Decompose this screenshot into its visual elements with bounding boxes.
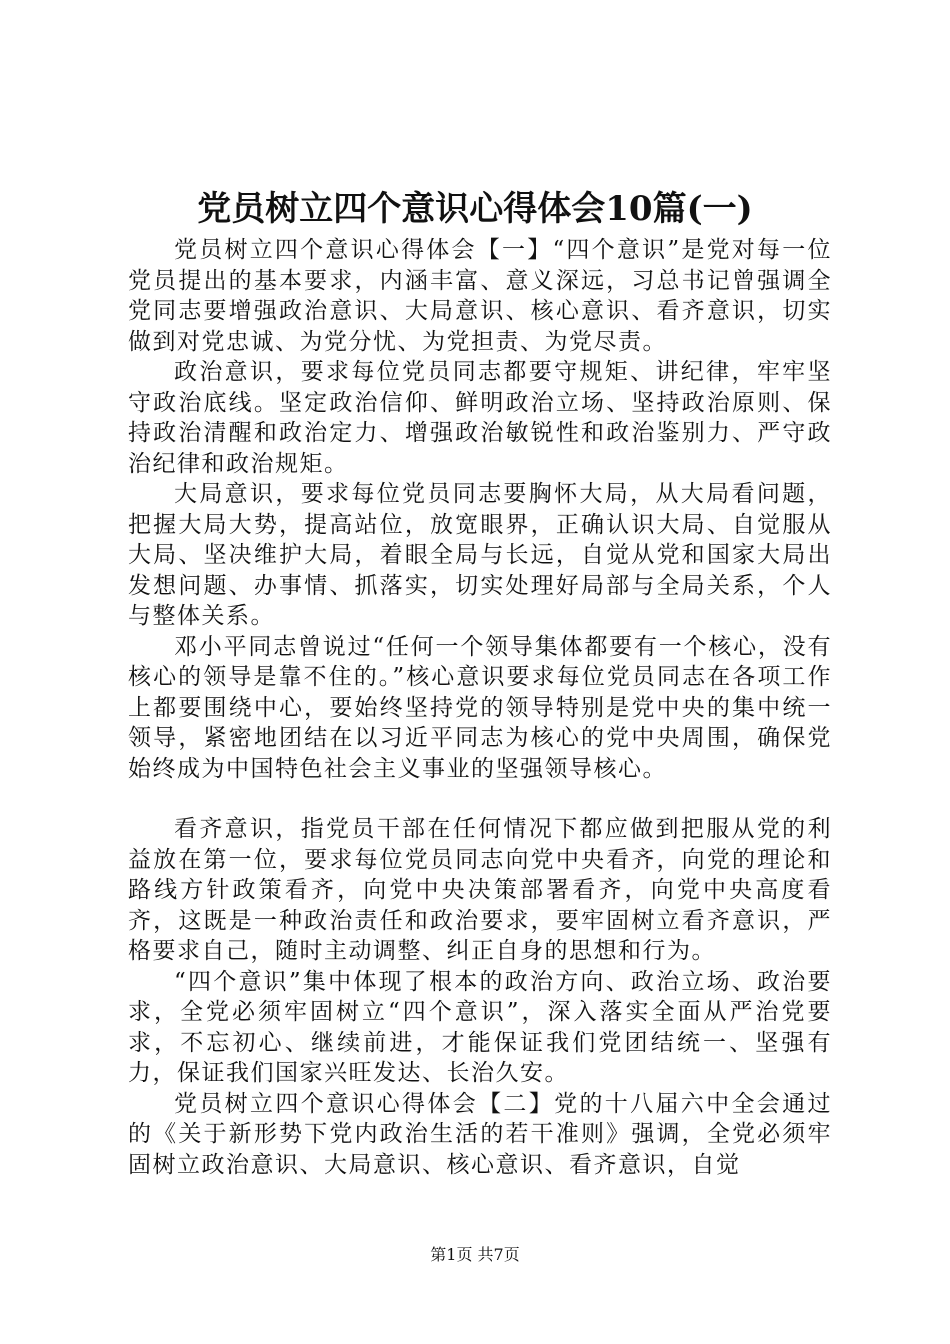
page-footer: 第1页 共7页: [430, 1245, 520, 1264]
paragraph: 邓小平同志曾说过“任何一个领导集体都要有一个核心，没有核心的领导是靠不住的。”核心意识要求每位党员同志在各项工作上都要围绕中心，要始终坚持党的领导特别是党中央的集中统一领导，紧密地团结在以习近平同志为核心的党中央周围，确保党始终成为中国特色社会主义事业的坚强领导核心。: [128, 633, 832, 782]
paragraph: 看齐意识，指党员干部在任何情况下都应做到把服从党的利益放在第一位，要求每位党员同志向党中央看齐，向党的理论和路线方针政策看齐，向党中央决策部署看齐，向党中央高度看齐，这既是一种政治责任和政治要求，要牢固树立看齐意识，严格要求自己，随时主动调整、纠正自身的思想和行为。: [128, 816, 832, 964]
document-body: [128, 235, 832, 1180]
document-title: 党员树立四个意识心得体会10篇(一): [197, 189, 753, 229]
paragraph: 大局意识，要求每位党员同志要胸怀大局，从大局看问题，把握大局大势，提高站位，放宽眼界，正确认识大局、自觉服从大局、坚决维护大局，着眼全局与长远，自觉从党和国家大局出发想问题、办事情、抓落实，切实处理好局部与全局关系，个人与整体关系。: [128, 481, 832, 629]
paragraph: 政治意识，要求每位党员同志都要守规矩、讲纪律，牢牢坚守政治底线。坚定政治信仰、鲜明政治立场、坚持政治原则、保持政治清醒和政治定力、增强政治敏锐性和政治鉴别力、严守政治纪律和政治规矩。: [128, 359, 832, 477]
paragraph: “四个意识”集中体现了根本的政治方向、政治立场、政治要求，全党必须牢固树立“四个意识”，深入落实全面从严治党要求，不忘初心、继续前进，才能保证我们党团结统一、坚强有力，保证我们国家兴旺发达、长治久安。: [128, 968, 832, 1086]
paragraph: 党员树立四个意识心得体会【二】党的十八届六中全会通过的《关于新形势下党内政治生活的若干准则》强调，全党必须牢固树立政治意识、大局意识、核心意识、看齐意识，自觉: [128, 1090, 832, 1178]
paragraph: 党员树立四个意识心得体会【一】“四个意识”是党对每一位党员提出的基本要求，内涵丰富、意义深远，习总书记曾强调全党同志要增强政治意识、大局意识、核心意识、看齐意识，切实做到对党忠诚、为党分忧、为党担责、为党尽责。: [128, 237, 832, 355]
